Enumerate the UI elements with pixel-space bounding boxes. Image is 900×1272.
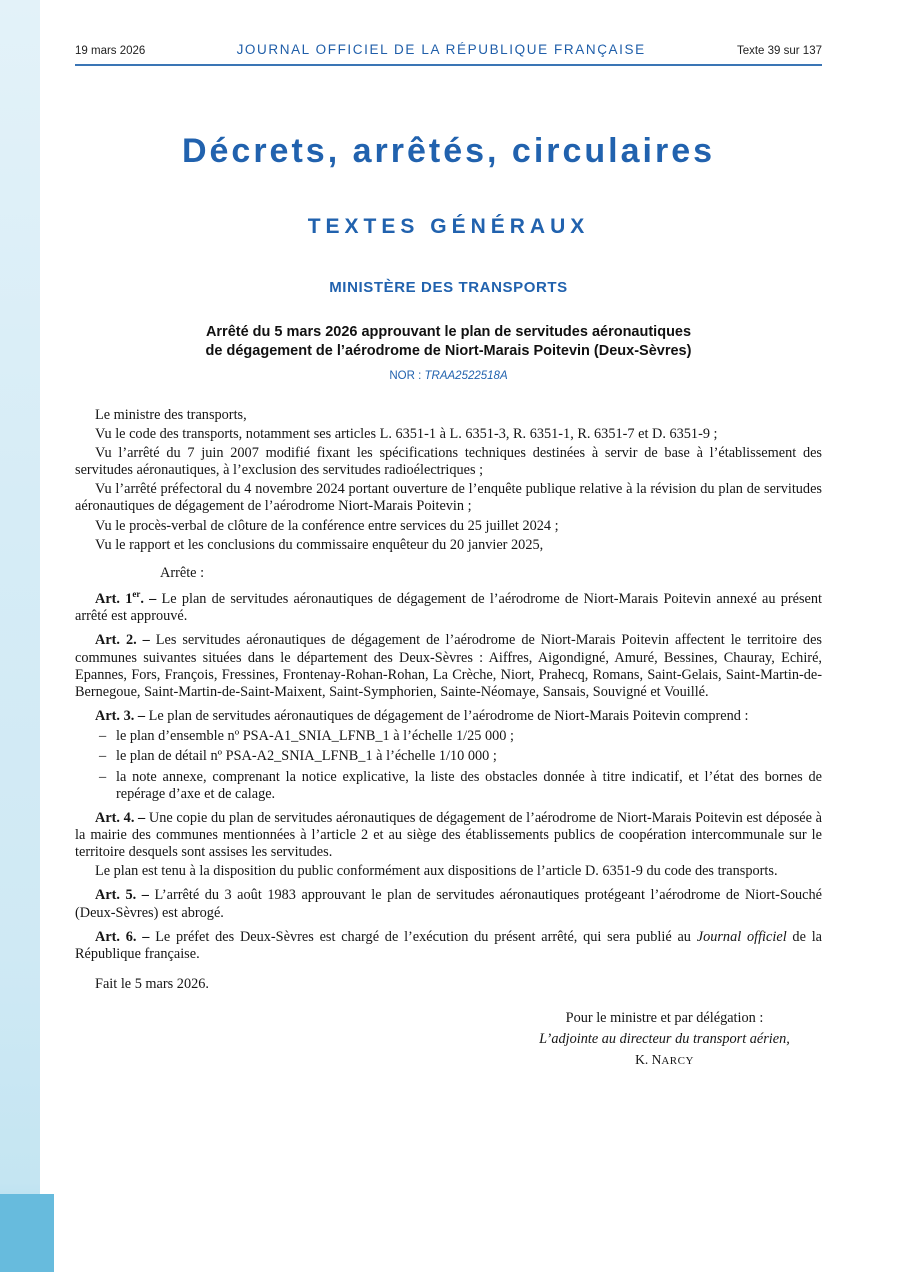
list-dash: – — [99, 768, 107, 785]
article-2-label: Art. 2. – — [95, 632, 156, 649]
article-6-journal-officiel: Journal officiel — [696, 928, 787, 945]
article-3-label: Art. 3. – — [95, 708, 149, 725]
list-dash: – — [99, 728, 107, 745]
article-5 — [75, 887, 822, 921]
article-6-label: Art. 6. – — [95, 928, 156, 945]
article-1-label — [95, 591, 162, 607]
article-2-text: Les servitudes aéronautiques de dégagement de l’aérodrome de Niort-Marais Poitevin affectent le territoire des communes suivantes situées dans le département des Deux-Sèvres : Aiffres, Aigondigné, Amuré, Bessines, Chauray, Echiré, Epannes, Fors, François, Fressines, Frontenay-Rohan-Rohan, La Crèche, Niort, Prahecq, Romans, Saint-Gelais, Saint-Martin-de-Bernegoue, Saint-Martin-de-Saint-Maixent, Saint-Symphorien, Sainte-Néomaye, Sansais, Souvigné et Vouillé. — [75, 632, 822, 700]
preamble-line: Vu le rapport et les conclusions du commissaire enquêteur du 20 janvier 2025, — [95, 536, 544, 553]
decree-title — [75, 323, 822, 361]
list-item-text: la note annexe, comprenant la notice explicative, la liste des obstacles donnée à titre indicatif, et l’état des bornes de repérage d’axe et de calage. — [116, 768, 822, 802]
signature-role-line: L’adjointe au directeur du transport aérien, — [539, 1030, 790, 1047]
page-content — [75, 0, 822, 1070]
header-date: 19 mars 2026 — [75, 45, 146, 57]
article-2 — [75, 632, 822, 701]
header-texte-number: Texte 39 sur 137 — [736, 45, 822, 57]
header-rule — [75, 64, 822, 66]
section-title: TEXTES GÉNÉRAUX — [307, 215, 590, 238]
nor-line — [75, 370, 822, 382]
main-title: Décrets, arrêtés, circulaires — [181, 132, 716, 170]
article-3-text: Le plan de servitudes aéronautiques de dégagement de l’aérodrome de Niort-Marais Poitevin comprend : — [148, 708, 749, 725]
ministry-title: MINISTÈRE DES TRANSPORTS — [329, 279, 568, 296]
article-5-text: L’arrêté du 3 août 1983 approuvant le plan de servitudes aéronautiques protégeant l’aérodrome de Niort-Souché (Deux-Sèvres) est abrogé. — [75, 887, 822, 921]
article-4-paragraph-2: Le plan est tenu à la disposition du public conformément aux dispositions de l’article D. 6351-9 du code des transports. — [95, 863, 778, 880]
nor-code: TRAA2522518A — [424, 369, 508, 382]
preamble-line: Vu l’arrêté du 7 juin 2007 modifié fixant les spécifications techniques destinées à servir de base à l’établissement des servitudes aéronautiques, à l’exclusion des servitudes radioélectriques ; — [75, 445, 822, 479]
article-1-ordinal: er — [132, 589, 141, 600]
signature-name-initials: K. N — [635, 1051, 662, 1067]
article-1-text: Le plan de servitudes aéronautiques de dégagement de l’aérodrome de Niort-Marais Poitevin annexé au présent arrêté est approuvé. — [75, 591, 823, 625]
nor-label: NOR : — [389, 369, 425, 382]
decree-body — [75, 407, 822, 1070]
signature-name — [507, 1050, 822, 1070]
article-3-list — [75, 728, 822, 803]
decree-title-line2: de dégagement de l’aérodrome de Niort-Marais Poitevin (Deux-Sèvres) — [205, 342, 692, 359]
article-3 — [75, 708, 822, 725]
article-6-text: Le préfet des Deux-Sèvres est chargé de l’exécution du présent arrêté, qui sera publié au — [155, 928, 697, 945]
header-journal-title: JOURNAL OFFICIEL DE LA RÉPUBLIQUE FRANÇAISE — [236, 42, 646, 57]
arrete-word: Arrête : — [160, 564, 205, 581]
article-6 — [75, 929, 822, 963]
list-dash: – — [99, 748, 107, 765]
article-4 — [75, 810, 822, 861]
preamble-line: Vu l’arrêté préfectoral du 4 novembre 2024 portant ouverture de l’enquête publique relative à la révision du plan de servitudes aéronautiques de dégagement de l’aérodrome Niort-Marais Poitevin ; — [75, 481, 822, 515]
preamble-line: Vu le code des transports, notamment ses articles L. 6351-1 à L. 6351-3, R. 6351-1, R. 6351-7 et D. 6351-9 ; — [95, 425, 718, 442]
list-item — [99, 769, 822, 803]
scan-edge-stripe — [0, 0, 40, 1272]
list-item — [99, 728, 822, 745]
article-4-text: Une copie du plan de servitudes aéronautiques de dégagement de l’aérodrome de Niort-Marais Poitevin est déposée à la mairie des communes mentionnées à l’article 2 et au siège des établissements publics de coopération intercommunale sur le territoire desquels sont assises les servitudes. — [75, 809, 822, 861]
signature-name-smallcaps: ARCY — [661, 1054, 694, 1067]
article-1-label-text: Art. 1 — [95, 591, 133, 608]
article-4-label: Art. 4. – — [95, 809, 149, 826]
preamble-line: Le ministre des transports, — [95, 406, 247, 423]
article-1 — [75, 591, 822, 625]
page-header — [75, 0, 822, 57]
article-5-label: Art. 5. – — [95, 887, 155, 904]
scan-edge-bottom-block — [0, 1194, 54, 1272]
article-6-text-end: de la République française. — [75, 928, 823, 962]
decree-title-line1: Arrêté du 5 mars 2026 approuvant le plan de servitudes aéronautiques — [205, 324, 692, 340]
preamble-line: Vu le procès-verbal de clôture de la conférence entre services du 25 juillet 2024 ; — [95, 517, 559, 534]
signature-block — [507, 1008, 822, 1069]
list-item-text: le plan d’ensemble nº PSA-A1_SNIA_LFNB_1 à l’échelle 1/25 000 ; — [116, 728, 514, 745]
signature-delegation-line: Pour le ministre et par délégation : — [565, 1010, 764, 1027]
list-item-text: le plan de détail nº PSA-A2_SNIA_LFNB_1 à l’échelle 1/10 000 ; — [116, 748, 497, 765]
list-item — [99, 748, 822, 765]
article-1-label-dash: . – — [140, 591, 162, 608]
fait-line: Fait le 5 mars 2026. — [95, 976, 209, 993]
